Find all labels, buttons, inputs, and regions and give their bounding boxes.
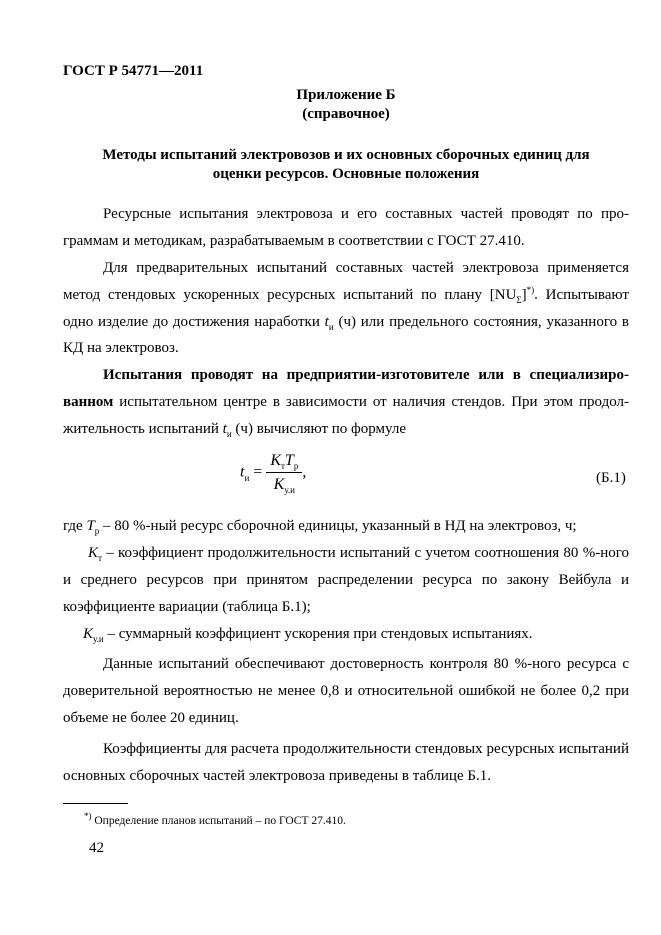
- num-t-sub: р: [293, 461, 299, 472]
- formula-denominator: [266, 473, 302, 494]
- page-number: 42: [89, 840, 104, 856]
- def1-sub: р: [94, 526, 100, 536]
- footnote-separator: [63, 803, 128, 804]
- p2-symbol-t-sub: и: [328, 321, 334, 332]
- def3-symbol: K: [83, 626, 94, 642]
- den-k: K: [273, 476, 285, 493]
- def3-sub: у.и: [93, 634, 104, 644]
- paragraph-1: Ресурсные испытания электровоза и его составных частей проводят по программам и методикам, разрабатываемым в соответствии с ГОСТ 27.410.: [63, 206, 629, 249]
- paragraph-5: Коэффициенты для расчета продолжительности стендовых ресурсных испытаний основных сборочных частей электровоза приведены в таблице Б.1.: [63, 741, 629, 784]
- formula-comma: ,: [302, 463, 307, 481]
- p3-text-a: испытательном центре в зависимости от наличия стендов. При этом продолжительность испытаний: [63, 393, 629, 437]
- footnote-mark: *): [84, 811, 92, 822]
- paragraph-4: Данные испытаний обеспечивают достоверность контроля 80 %-ного ресурса с доверительной вероятностью не менее 0,8 и относительной ошибкой не более 0,2 при объеме не более 20 единиц.: [63, 656, 629, 726]
- p2-text-b: ]: [521, 286, 527, 303]
- p2-text-a: Для предварительных испытаний составных частей электровоза применяется метод стендовых ускоренных ресурсных испытаний по плану [NU: [63, 260, 629, 303]
- equation-number: (Б.1): [596, 470, 626, 486]
- formula-numerator: [266, 452, 302, 473]
- den-k-sub: у.и: [284, 485, 295, 496]
- def2-text: – коэффициент продолжительности испытаний с учетом соотношения 80 %-ного и среднего ресурсов при принятом распределении ресурса по закону Вейбула и коэффициенте вариации (таблица Б.1);: [63, 545, 629, 615]
- definition-kui: [63, 621, 629, 648]
- def1-pre: где: [63, 518, 87, 534]
- definition-tp: [63, 513, 629, 540]
- formula-lhs-sub: и: [244, 472, 250, 483]
- def2-symbol: K: [88, 545, 99, 561]
- footnote-ref: *): [526, 284, 535, 295]
- p2-sub: Σ: [516, 294, 522, 305]
- standard-header: ГОСТ Р 54771—2011: [63, 63, 204, 79]
- p3-bold: Испытания проводят на предприятии-изготовителе или в специализированном: [63, 367, 629, 410]
- def1-symbol: T: [86, 518, 95, 534]
- paragraph-3: [63, 362, 629, 442]
- appendix-title: Приложение Б: [296, 87, 396, 103]
- def1-text: – 80 %-ный ресурс сборочной единицы, указанный в НД на электровоз, ч;: [99, 518, 577, 534]
- footnote: [84, 811, 346, 827]
- p3-symbol-t: t: [222, 420, 227, 437]
- p3-symbol-t-sub: и: [226, 428, 232, 439]
- paragraph-2: [63, 255, 629, 362]
- formula-b1: [240, 452, 306, 494]
- p2-symbol-t: t: [324, 313, 329, 330]
- formula-fraction: [266, 452, 302, 494]
- p2-text-c: . Испытывают одно изделие до достижения наработки: [63, 286, 629, 330]
- footnote-text: Определение планов испытаний – по ГОСТ 27.410.: [91, 815, 346, 827]
- appendix-subtitle: (справочное): [302, 106, 390, 122]
- num-k: K: [270, 452, 281, 469]
- definition-kt: [63, 540, 629, 620]
- num-t: T: [284, 452, 294, 469]
- formula-lhs: t: [240, 463, 245, 481]
- def3-text: – суммарный коэффициент ускорения при стендовых испытаниях.: [103, 626, 533, 642]
- formula-equals: =: [249, 463, 267, 481]
- def2-sub: т: [98, 553, 102, 563]
- p3-text-b: (ч) вычисляют по формуле: [231, 420, 407, 437]
- section-title-line1: Методы испытаний электровозов и их основных сборочных единиц для: [102, 147, 590, 163]
- p2-text-d: (ч) или предельного состояния, указанного в КД на электровоз.: [63, 313, 629, 357]
- num-k-sub: т: [280, 461, 285, 472]
- section-title-line2: оценки ресурсов. Основные положения: [212, 166, 480, 182]
